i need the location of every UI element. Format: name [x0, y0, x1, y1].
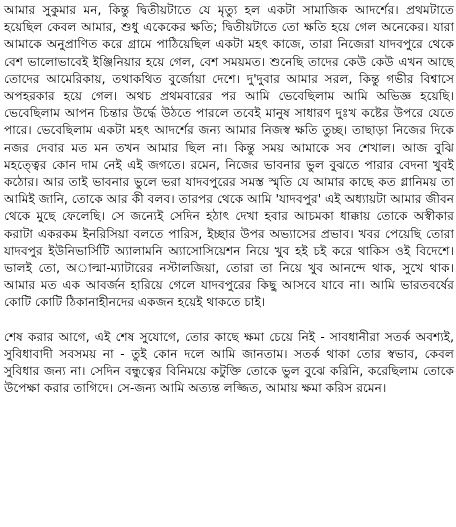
letter-paragraph-1: আমার সুকুমার মন, কিন্তু দ্বিতীয়টাতে যে মৃত্যু হল একটা সামাজিক আদর্শের। প্রথমটাতে হয়েছিল কেবল আমার, শুধু একেকের ক্ষতি; দ্বিতীয়টাতে তো ক্ষতি হয়ে গেল অনেকের। যারা আমাকে অনুপ্রাণিত করে গ্রামে পাঠিয়েছিল একটা মহৎ কাজে, তারা নিজেরা যাদবপুরে থেকে বেশ ভালোভাবেই ইঞ্জিনিয়ার হয়ে গেল, বেশ সময়মত। শুনেছি তাদের কেউ কেউ এখন আছে তোদের আমেরিকায়, তথাকথিত বুর্জোয়া দেশে। দু'দুবার আমার সরল, কিন্তু গভীর বিশ্বাসে অপহরকার হয়ে গেল। অথচ প্রথমবারের পর আমি ভেবেছিলাম আমি অভিজ্ঞ হয়েছি। ভেবেছিলাম আপন চিন্তার উর্দ্ধে উঠতে পারলে তবেই মানুষ সাধারণ দুঃখ কষ্টের উপরে যেতে পারে। ভেবেছিলাম একটা মহৎ আদর্শের জন্য আমার নিজস্ব ক্ষতি তুচ্ছ। তাছাড়া নিজের দিকে নজর দেবার মত মন তখন আমার ছিল না। কিন্তু সময় আমাকে সব শেখাল। আজ বুঝি মহত্ত্বের কোন দাম নেই এই জগতে। রমেন, নিজের ভাবনার ভুল বুঝতে পারার বেদনা খুবই কঠোর। আর তাই ভাবনার ভুলে ভরা যাদবপুরের সমস্ত স্মৃতি যে আমার কাছে কত গ্লানিময় তা আমিই জানি, তোকে আর কী বলব। তারপর থেকে আমি 'যাদবপুর' এই অধ্যায়টা আমার জীবন থেকে মুছে ফেলেছি। সে জন্যেই সেদিন হঠাৎ দেখা হবার আচমকা ধাক্কায় তোকে অস্বীকার করাটা একরকম ইনরিসিয়া বলতে পারিস, ইচ্ছার উপর অভ্যাসের প্রভাব। খবর পেয়েছি তোরা যাদবপুর ইউনিভার্সিটি অ্যালামনি অ্যাসোসিয়েশন নিয়ে খুব হই চই করে থাকিস ওই বিদেশে। ভালই তো, অাল্মা-ম্যাটারের নস্টালজিয়া, তোরা তা নিয়ে খুব আনন্দে থাক, সুখে থাক। আমার মত এক আবর্জন হারিয়ে গেলে যাদবপুরের কিছু আসবে যাবে না। আমি ভারতবর্ষের কোটি কোটি ঠিকানাহীনদের একজন হয়েই থাকতে চাই। — [4, 3, 454, 310]
letter-paragraph-2: শেষ করার আগে, এই শেষ সুযোগে, তোর কাছে ক্ষমা চেয়ে নিই - সাবধানীরা সতর্ক অবশ্যই, সুবিধাবাদী সবসময় না - তুই কোন দলে আমি জানতাম। সতর্ক থাকা তোর স্বভাব, কেবল সুবিধার জন্য না। সেদিন বন্ধুত্বের বিনিময়ে কটুক্তি তোকে ভুল বুঝে করিনি, করেছিলাম তোকে উপেক্ষা করার তাগিদে। সে-জন্য আমি অত্যন্ত লজ্জিত, আমায় ক্ষমা করিস রমেন। — [4, 329, 454, 396]
paragraph-spacer — [4, 312, 454, 329]
